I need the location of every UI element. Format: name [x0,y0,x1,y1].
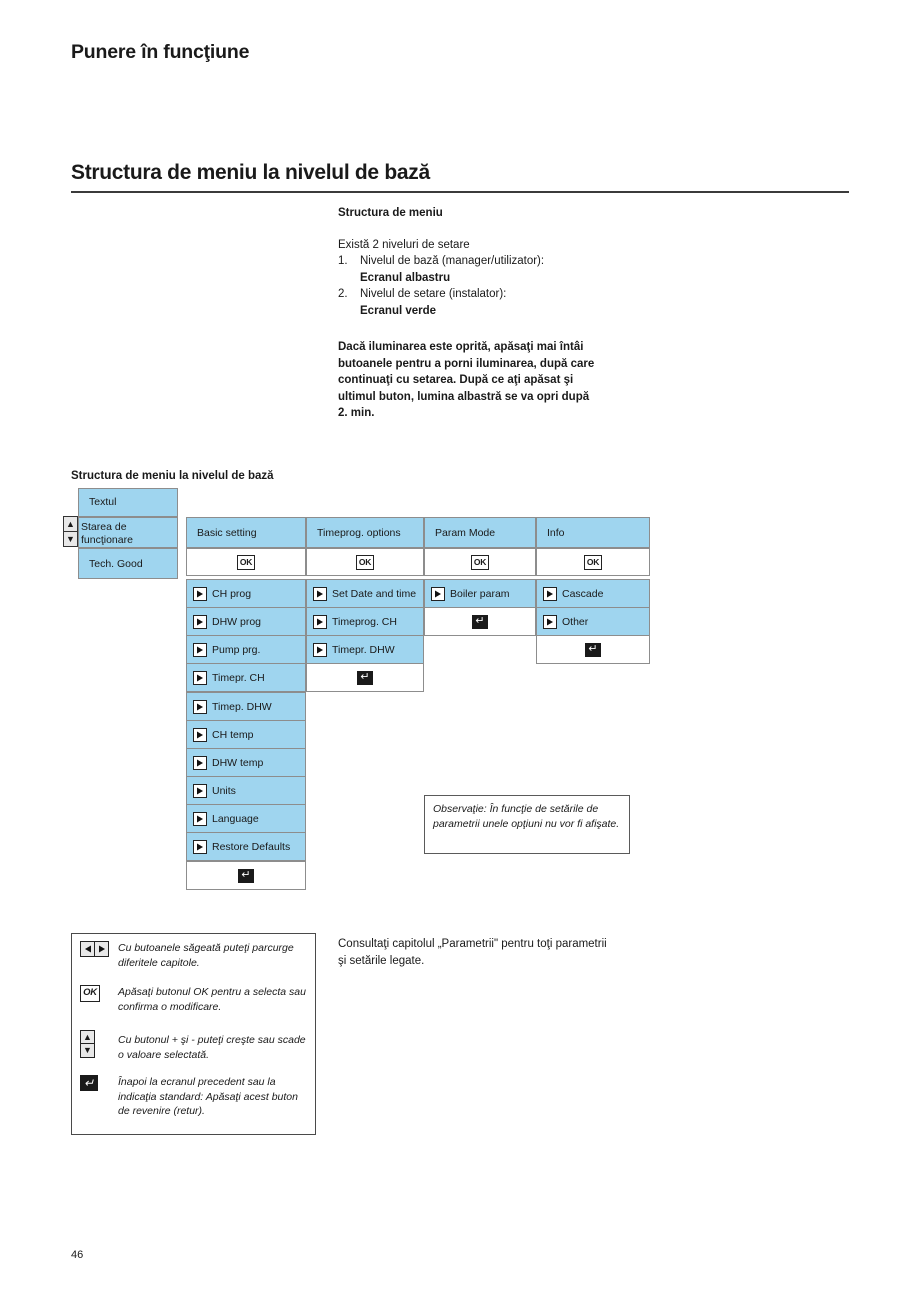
menu-item-label: Cascade [562,587,604,600]
observation-note: Observaţie: În funcţie de setările de parametrii unele opţiuni nu vor fi afişate. [424,795,630,854]
back-cell-info [536,635,650,664]
menu-item[interactable] [536,607,650,636]
menu-item[interactable] [186,832,306,861]
down-arrow-icon[interactable]: ▼ [63,532,78,547]
legend-text: Înapoi la ecranul precedent sau la indicaţia standard: Apăsaţi acest buton de revenire (retur). [118,1076,298,1117]
column-header-basic-setting: Basic setting [186,517,306,548]
play-icon [193,784,207,798]
menu-item-label: Timepr. CH [212,671,265,684]
play-icon [193,840,207,854]
back-icon[interactable]: ↵ [585,643,601,657]
play-icon [313,643,327,657]
ok-cell-basic-setting [186,548,306,576]
menu-item[interactable] [186,579,306,608]
play-icon [193,812,207,826]
list-text-1: Nivelul de bază (manager/utilizator): [360,255,545,267]
side-note-text: Consultaţi capitolul „Parametrii" pentru toţi parametrii şi setările legate. [338,938,607,967]
menu-item[interactable] [186,635,306,664]
back-cell-param-mode [424,607,536,636]
legend-text: Apăsaţi butonul OK pentru a selecta sau confirma o modificare. [118,986,306,1013]
menu-item[interactable] [306,635,424,664]
ok-icon[interactable]: OK [471,555,489,570]
play-icon [431,587,445,601]
legend-row [80,1030,312,1062]
menu-item-label: Timepr. DHW [332,643,395,656]
up-down-arrow-icon[interactable]: ▲ ▼ [80,1030,108,1062]
menu-item[interactable] [186,720,306,749]
ok-cell-info [536,548,650,576]
menu-item[interactable] [536,579,650,608]
display-panel-tech-row: Tech. Good [78,548,178,579]
back-icon[interactable]: ↵ [472,615,488,629]
menu-item-label: Timeprog. CH [332,615,397,628]
ok-icon[interactable]: OK [237,555,255,570]
back-icon[interactable]: ↵ [80,1075,108,1119]
intro-lead: Există 2 niveluri de setare [338,238,470,251]
column-header-timeprog-options: Timeprog. options [306,517,424,548]
ok-icon[interactable]: OK [584,555,602,570]
column-header-param-mode: Param Mode [424,517,536,548]
play-icon [193,728,207,742]
menu-item-label: Language [212,812,259,825]
play-icon [193,700,207,714]
list-subtext-2: Ecranul verde [360,304,437,317]
menu-item[interactable] [186,692,306,721]
play-icon [313,615,327,629]
menu-item[interactable] [306,607,424,636]
menu-item[interactable] [186,607,306,636]
play-icon [193,643,207,657]
list-number-2: 2. [338,288,348,300]
back-icon[interactable]: ↵ [238,869,254,883]
ok-button-glyph: OK [80,985,100,1002]
menu-item[interactable] [186,776,306,805]
menu-item-label: Set Date and time [332,587,417,600]
menu-item[interactable] [186,804,306,833]
intro-list-item-1 [338,253,608,270]
menu-item-label: Timep. DHW [212,700,272,713]
menu-item-label: Units [212,784,236,797]
chapter-title: Punere în funcţiune [71,41,250,63]
play-icon [543,587,557,601]
section-title: Structura de meniu la nivelul de bază [71,161,430,184]
display-panel-text-row: Textul [78,488,178,517]
menu-item[interactable] [306,579,424,608]
back-cell-timeprog-options [306,663,424,692]
menu-item-label: Restore Defaults [212,840,291,853]
intro-block [338,205,608,319]
menu-item-label: Boiler param [450,587,510,600]
legend-row [80,941,308,970]
list-subtext-1: Ecranul albastru [360,271,451,284]
legend-row [80,1075,308,1119]
display-panel-status-row: Starea de funcţionare [78,517,178,548]
play-icon [193,615,207,629]
section-divider [71,191,849,193]
diagram-caption: Structura de meniu la nivelul de bază [71,470,274,482]
menu-item-label: DHW temp [212,756,264,769]
ok-icon[interactable] [80,985,108,1014]
legend-text: Cu butoanele săgeată puteţi parcurge diferitele capitole. [118,942,294,969]
play-icon [193,756,207,770]
intro-heading: Structura de meniu [338,207,443,219]
column-header-info: Info [536,517,650,548]
ok-cell-param-mode [424,548,536,576]
menu-item[interactable] [186,748,306,777]
back-cell-basic-setting [186,861,306,890]
back-icon[interactable]: ↵ [357,671,373,685]
play-icon [193,587,207,601]
menu-item[interactable] [186,663,306,692]
play-icon [313,587,327,601]
up-down-buttons[interactable] [63,516,78,547]
list-number-1: 1. [338,255,348,267]
play-icon [543,615,557,629]
ok-cell-timeprog-options [306,548,424,576]
menu-item-label: Other [562,615,589,628]
list-text-2: Nivelul de setare (instalator): [360,288,507,300]
menu-item-label: CH temp [212,728,254,741]
intro-warning-text: Dacă iluminarea este oprită, apăsaţi mai întâi butoanele pentru a porni iluminarea, după care continuaţi cu setarea. După ce aţi apăsat şi ultimul buton, lumina albastră se va opri după 2. min. [338,341,595,420]
page-number: 46 [71,1249,84,1261]
legend-row [80,985,312,1014]
menu-item[interactable] [424,579,536,608]
menu-item-label: CH prog [212,587,252,600]
ok-icon[interactable]: OK [356,555,374,570]
intro-list-item-2 [338,286,608,303]
legend-text: Cu butonul + şi - puteţi creşte sau scade o valoare selectată. [118,1034,306,1061]
menu-item-label: Pump prg. [212,643,261,656]
left-right-arrow-icon[interactable] [80,941,108,970]
up-arrow-icon[interactable]: ▲ [63,516,78,532]
play-icon [193,671,207,685]
menu-item-label: DHW prog [212,615,262,628]
